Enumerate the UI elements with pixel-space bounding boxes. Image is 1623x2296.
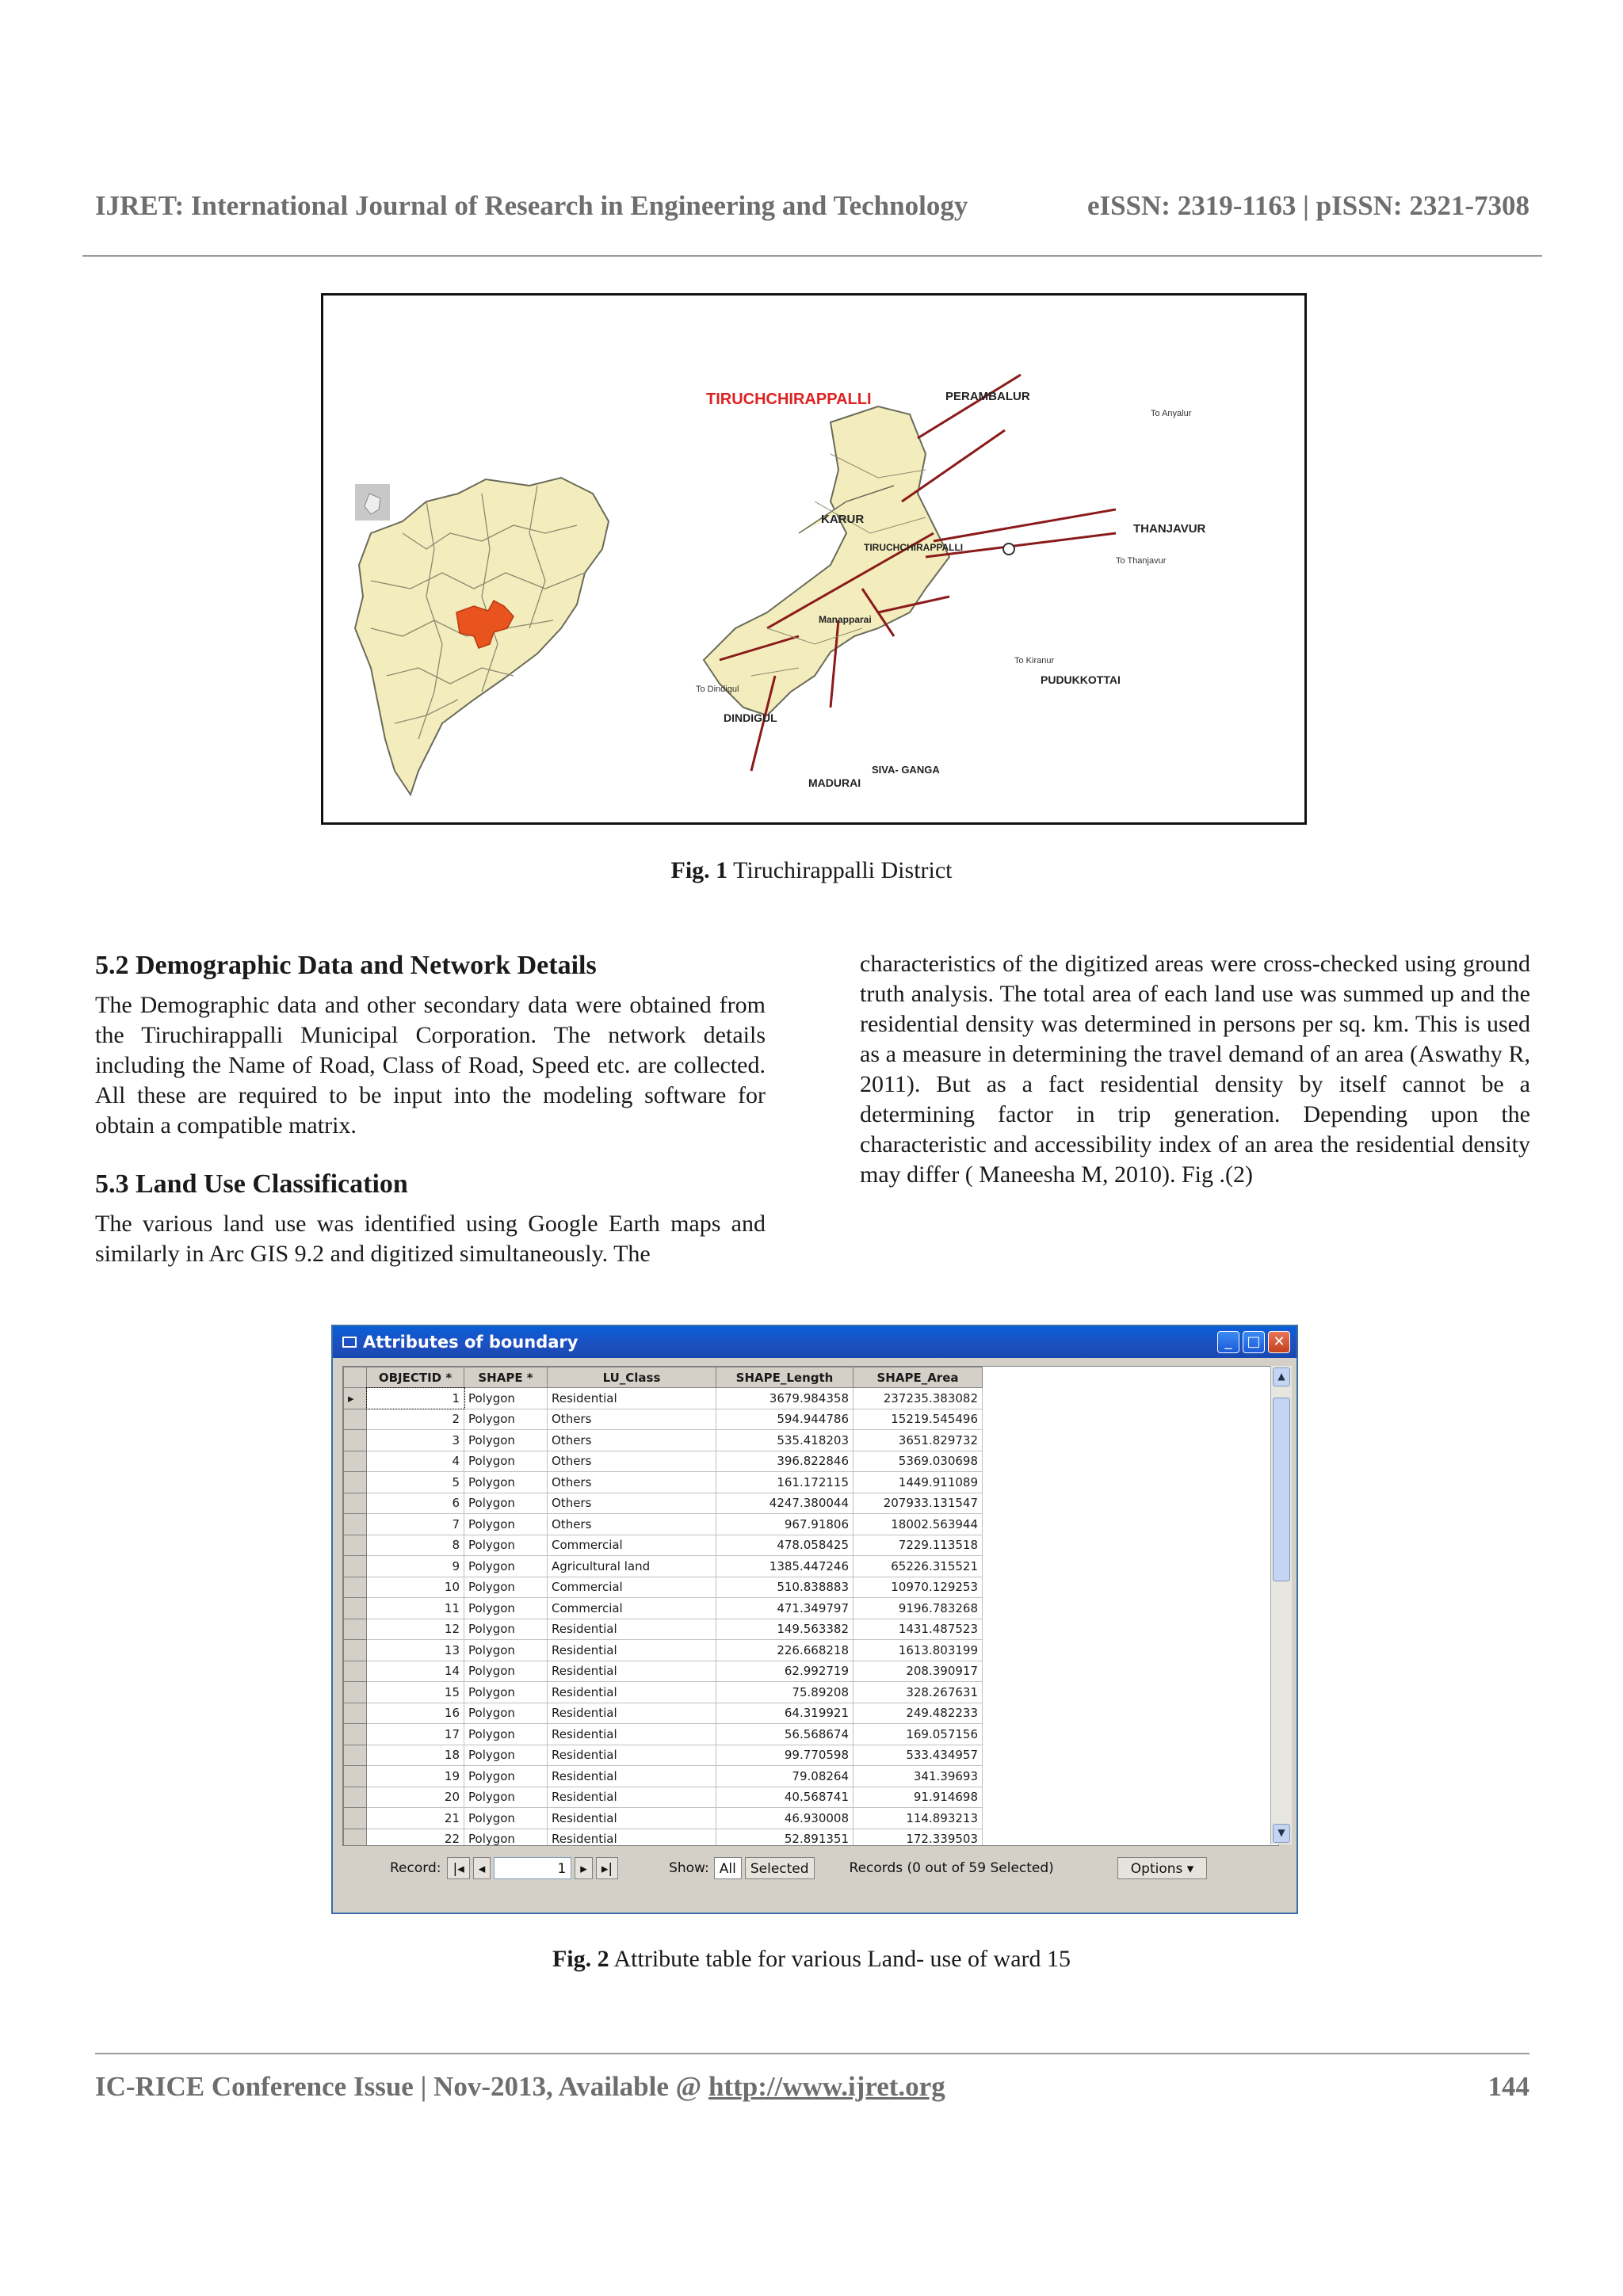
table-cell[interactable]: 18 [367,1745,464,1766]
table-cell[interactable]: 4247.380044 [716,1493,854,1514]
map-label-pudukkottai: PUDUKKOTTAI [1041,673,1121,686]
table-cell[interactable]: 40.568741 [716,1787,854,1808]
table-cell[interactable]: 15219.545496 [854,1409,983,1430]
map-label-thanjavur: THANJAVUR [1133,522,1206,536]
table-cell[interactable]: Residential [548,1703,716,1724]
table-cell[interactable]: 14 [367,1661,464,1682]
running-footer [95,2071,1529,2103]
figure-1-caption-text: Tiruchirappalli District [733,857,953,883]
table-row[interactable] [344,1430,983,1451]
table-cell[interactable]: Others [548,1430,716,1451]
map-label-dindigul: DINDIGUL [724,711,777,724]
table-row[interactable] [344,1472,983,1493]
row-selector-header [344,1367,367,1388]
map-label-manapparai: Manapparai [819,614,872,625]
section-5-3-paragraph: The various land use was identified using Google Earth maps and similarly in Arc GIS 9.2 and digitized simultaneously. The [95,1211,766,1267]
table-cell[interactable]: Polygon [464,1556,548,1577]
table-cell[interactable]: Residential [548,1829,716,1846]
table-cell[interactable]: Polygon [464,1430,548,1451]
table-cell[interactable]: 5 [367,1472,464,1493]
table-row[interactable] [344,1808,983,1829]
running-header [95,190,1529,222]
row-selector[interactable] [344,1451,367,1472]
table-cell[interactable]: 20 [367,1787,464,1808]
table-cell[interactable]: Others [548,1493,716,1514]
next-record-button[interactable]: ▸ [575,1857,593,1879]
table-row[interactable] [344,1766,983,1787]
figure-2-caption [0,1946,1623,1973]
table-cell[interactable]: Residential [548,1808,716,1829]
table-cell[interactable]: 535.418203 [716,1430,854,1451]
district-map [323,296,1304,822]
close-button[interactable]: ✕ [1268,1331,1290,1353]
scroll-up-icon[interactable]: ▲ [1273,1367,1290,1386]
conference-text: IC-RICE Conference Issue | Nov-2013, Available @ [95,2071,702,2102]
section-5-2-heading: 5.2 Demographic Data and Network Details [95,951,597,980]
table-row[interactable] [344,1745,983,1766]
previous-record-button[interactable]: ◂ [473,1857,491,1879]
table-row[interactable] [344,1577,983,1598]
table-cell[interactable]: 22 [367,1829,464,1846]
map-label-karur: KARUR [821,513,865,526]
table-cell[interactable]: 13 [367,1640,464,1661]
table-cell[interactable]: Polygon [464,1787,548,1808]
table-cell[interactable]: 65226.315521 [854,1556,983,1577]
city-marker [1003,543,1014,555]
table-cell[interactable]: 328.267631 [854,1682,983,1703]
table-cell[interactable]: 1 [367,1388,464,1409]
table-cell[interactable]: Residential [548,1766,716,1787]
table-cell[interactable]: Residential [548,1724,716,1745]
table-cell[interactable]: Polygon [464,1388,548,1409]
row-selector[interactable] [344,1703,367,1724]
table-cell[interactable]: 5369.030698 [854,1451,983,1472]
attribute-table-window [331,1325,1298,1914]
table-cell[interactable]: Others [548,1514,716,1535]
table-cell[interactable]: 17 [367,1724,464,1745]
row-selector[interactable] [344,1598,367,1619]
table-cell[interactable]: 7229.113518 [854,1535,983,1556]
row-selector[interactable] [344,1808,367,1829]
column-header[interactable]: OBJECTID * [367,1367,464,1388]
table-cell[interactable]: 10970.129253 [854,1577,983,1598]
table-cell[interactable]: Polygon [464,1829,548,1846]
scroll-down-icon[interactable]: ▼ [1273,1824,1290,1843]
window-title: Attributes of boundary [363,1333,579,1352]
table-cell[interactable]: 9 [367,1556,464,1577]
show-selected-button[interactable]: Selected [745,1857,815,1879]
row-selector[interactable] [344,1724,367,1745]
table-cell[interactable]: Polygon [464,1682,548,1703]
table-cell[interactable]: 3 [367,1430,464,1451]
map-label-to-dindigul: To Dindigul [696,685,739,694]
table-cell[interactable]: Polygon [464,1472,548,1493]
table-cell[interactable]: 11 [367,1598,464,1619]
attribute-table [343,1367,983,1846]
journal-title: IJRET: International Journal of Research in Engineering and Technology [95,190,968,221]
table-cell[interactable]: Polygon [464,1535,548,1556]
record-number-input[interactable]: 1 [494,1857,571,1879]
table-cell[interactable]: Polygon [464,1766,548,1787]
section-5-3-heading: 5.3 Land Use Classification [95,1169,408,1199]
table-cell[interactable]: 75.89208 [716,1682,854,1703]
row-selector[interactable] [344,1535,367,1556]
table-cell[interactable]: 46.930008 [716,1808,854,1829]
table-cell[interactable]: Polygon [464,1598,548,1619]
table-row[interactable] [344,1640,983,1661]
section-5-2-paragraph: The Demographic data and other secondary data were obtained from the Tiruchirappalli Municipal Corporation. The network details including the Name of Road, Class of Road, Speed etc. are collected. All these are required to be input into the modeling software for obtain a compatible matrix. [95,992,766,1138]
column-header[interactable]: SHAPE * [464,1367,548,1388]
map-label-sivaganga: SIVA- GANGA [872,764,940,776]
table-cell[interactable]: 7 [367,1514,464,1535]
table-cell[interactable]: Polygon [464,1724,548,1745]
table-cell[interactable]: 19 [367,1766,464,1787]
table-cell[interactable]: 91.914698 [854,1787,983,1808]
table-row[interactable] [344,1724,983,1745]
table-cell[interactable]: Polygon [464,1451,548,1472]
table-cell[interactable]: 967.91806 [716,1514,854,1535]
table-cell[interactable]: 9196.783268 [854,1598,983,1619]
district-detail-map [704,406,949,715]
table-row[interactable] [344,1598,983,1619]
table-cell[interactable]: 4 [367,1451,464,1472]
row-selector[interactable] [344,1556,367,1577]
table-cell[interactable]: 1613.803199 [854,1640,983,1661]
row-selector[interactable] [344,1619,367,1640]
table-cell[interactable]: 510.838883 [716,1577,854,1598]
row-selector[interactable] [344,1661,367,1682]
record-navigation-bar [342,1852,1277,1884]
last-record-button[interactable]: ▸| [596,1857,618,1879]
journal-link[interactable]: http://www.ijret.org [708,2071,945,2102]
table-row[interactable] [344,1661,983,1682]
table-body [344,1388,983,1847]
map-label-district: TIRUCHCHIRAPPALLI [706,391,872,408]
table-cell[interactable]: 396.822846 [716,1451,854,1472]
record-label: Record: [390,1860,441,1876]
map-label-perambalur: PERAMBALUR [945,390,1030,403]
row-selector[interactable] [344,1493,367,1514]
table-cell[interactable]: Polygon [464,1514,548,1535]
table-cell[interactable]: 471.349797 [716,1598,854,1619]
row-selector[interactable] [344,1787,367,1808]
table-cell[interactable]: 21 [367,1808,464,1829]
table-cell[interactable]: 1431.487523 [854,1619,983,1640]
table-cell[interactable]: 594.944786 [716,1409,854,1430]
table-cell[interactable]: 208.390917 [854,1661,983,1682]
map-label-to-thanjavur: To Thanjavur [1116,556,1167,566]
table-row[interactable] [344,1514,983,1535]
table-cell[interactable]: 172.339503 [854,1829,983,1846]
table-cell[interactable]: 12 [367,1619,464,1640]
figure-1-map [321,293,1307,825]
table-cell[interactable]: 10 [367,1577,464,1598]
figure-1-caption [0,857,1623,884]
table-cell[interactable]: 161.172115 [716,1472,854,1493]
map-label-madurai: MADURAI [808,776,861,789]
figure-2-caption-text: Attribute table for various Land- use of ward 15 [613,1946,1071,1972]
table-cell[interactable]: 237235.383082 [854,1388,983,1409]
table-cell[interactable]: 62.992719 [716,1661,854,1682]
options-button[interactable]: Options ▾ [1117,1857,1208,1879]
table-row[interactable] [344,1451,983,1472]
row-selector[interactable] [344,1472,367,1493]
table-cell[interactable]: 56.568674 [716,1724,854,1745]
footer-rule [95,2053,1529,2054]
table-cell[interactable]: 169.057156 [854,1724,983,1745]
attribute-grid [342,1366,1279,1846]
row-selector[interactable] [344,1514,367,1535]
table-cell[interactable]: 6 [367,1493,464,1514]
table-cell[interactable]: 1385.447246 [716,1556,854,1577]
table-cell[interactable]: Residential [548,1619,716,1640]
table-cell[interactable]: Polygon [464,1577,548,1598]
window-title-bar[interactable] [333,1326,1296,1358]
table-cell[interactable]: 99.770598 [716,1745,854,1766]
table-cell[interactable]: Commercial [548,1535,716,1556]
table-row[interactable] [344,1787,983,1808]
table-cell[interactable]: Polygon [464,1661,548,1682]
vertical-scrollbar[interactable] [1270,1366,1292,1844]
row-selector[interactable] [344,1682,367,1703]
show-all-button[interactable]: All [714,1857,742,1879]
table-cell[interactable]: 79.08264 [716,1766,854,1787]
issn: eISSN: 2319-1163 | pISSN: 2321-7308 [1086,190,1529,221]
table-cell[interactable]: 1449.911089 [854,1472,983,1493]
table-cell[interactable]: 64.319921 [716,1703,854,1724]
table-cell[interactable]: 2 [367,1409,464,1430]
table-cell[interactable]: 478.058425 [716,1535,854,1556]
map-label-city: TIRUCHCHIRAPPALLI [864,542,964,553]
header-rule [82,255,1542,257]
row-selector[interactable] [344,1640,367,1661]
table-cell[interactable]: Residential [548,1640,716,1661]
table-cell[interactable]: 226.668218 [716,1640,854,1661]
table-row[interactable] [344,1619,983,1640]
table-cell[interactable]: Residential [548,1388,716,1409]
table-cell[interactable]: Polygon [464,1409,548,1430]
scroll-thumb[interactable] [1273,1398,1290,1581]
table-icon [342,1337,357,1348]
table-cell[interactable]: 341.39693 [854,1766,983,1787]
table-row[interactable] [344,1682,983,1703]
table-cell[interactable]: 15 [367,1682,464,1703]
column-header[interactable]: LU_Class [548,1367,716,1388]
table-cell[interactable]: Polygon [464,1703,548,1724]
records-status: Records (0 out of 59 Selected) [849,1860,1054,1876]
table-cell[interactable]: Polygon [464,1745,548,1766]
row-selector[interactable] [344,1577,367,1598]
table-cell[interactable]: Residential [548,1745,716,1766]
first-record-button[interactable]: |◂ [447,1857,469,1879]
figure-1-label: Fig. 1 [670,857,728,883]
table-cell[interactable]: Commercial [548,1577,716,1598]
page-number: 144 [1487,2071,1529,2102]
table-row[interactable] [344,1388,983,1409]
table-cell[interactable]: Residential [548,1661,716,1682]
right-column [860,949,1530,1190]
table-row[interactable] [344,1535,983,1556]
table-cell[interactable]: 16 [367,1703,464,1724]
table-cell[interactable]: Polygon [464,1640,548,1661]
figure-2-label: Fig. 2 [552,1946,609,1972]
table-cell[interactable]: 249.482233 [854,1703,983,1724]
table-cell[interactable]: 149.563382 [716,1619,854,1640]
minimize-button[interactable]: _ [1217,1331,1239,1353]
table-cell[interactable]: Polygon [464,1808,548,1829]
map-label-to-anyalur: To Anyalur [1151,409,1192,418]
table-cell[interactable]: Polygon [464,1493,548,1514]
table-row[interactable] [344,1703,983,1724]
column-header[interactable]: SHAPE_Area [854,1367,983,1388]
table-header-row [344,1367,983,1388]
table-row[interactable] [344,1409,983,1430]
row-selector[interactable] [344,1829,367,1846]
show-label: Show: [669,1860,709,1876]
table-cell[interactable]: 52.891351 [716,1829,854,1846]
left-column [95,951,766,1269]
column-header[interactable]: SHAPE_Length [716,1367,854,1388]
options-label: Options [1130,1861,1183,1877]
table-cell[interactable]: 3679.984358 [716,1388,854,1409]
table-cell[interactable]: 18002.563944 [854,1514,983,1535]
row-selector[interactable] [344,1766,367,1787]
table-cell[interactable]: 533.434957 [854,1745,983,1766]
row-selector[interactable] [344,1745,367,1766]
table-row[interactable] [344,1556,983,1577]
table-cell[interactable]: Others [548,1409,716,1430]
table-cell[interactable]: Agricultural land [548,1556,716,1577]
maximize-button[interactable]: □ [1243,1331,1265,1353]
right-column-paragraph: characteristics of the digitized areas were cross-checked using ground truth analysis. The total area of each land use was summed up and the residential density was determined in persons per sq. km. This is used as a measure in determining the travel demand of an area (Aswathy R, 2011). But as a fact residential density by itself cannot be a determining factor in trip generation. Depending upon the characteristic and accessibility index of an area the residential density may differ ( Maneesha M, 2010). Fig .(2) [860,951,1530,1188]
row-selector[interactable] [344,1409,367,1430]
table-cell[interactable]: Polygon [464,1619,548,1640]
table-row[interactable] [344,1493,983,1514]
table-cell[interactable]: Others [548,1472,716,1493]
table-cell[interactable]: Others [548,1451,716,1472]
table-cell[interactable]: Residential [548,1787,716,1808]
table-cell[interactable]: 3651.829732 [854,1430,983,1451]
table-cell[interactable]: Residential [548,1682,716,1703]
table-cell[interactable]: Commercial [548,1598,716,1619]
table-cell[interactable]: 114.893213 [854,1808,983,1829]
table-cell[interactable]: 8 [367,1535,464,1556]
row-selector[interactable] [344,1430,367,1451]
table-row[interactable] [344,1829,983,1846]
row-selector[interactable]: ▸ [344,1388,367,1409]
map-label-to-kiranur: To Kiranur [1014,656,1055,666]
table-cell[interactable]: 207933.131547 [854,1493,983,1514]
